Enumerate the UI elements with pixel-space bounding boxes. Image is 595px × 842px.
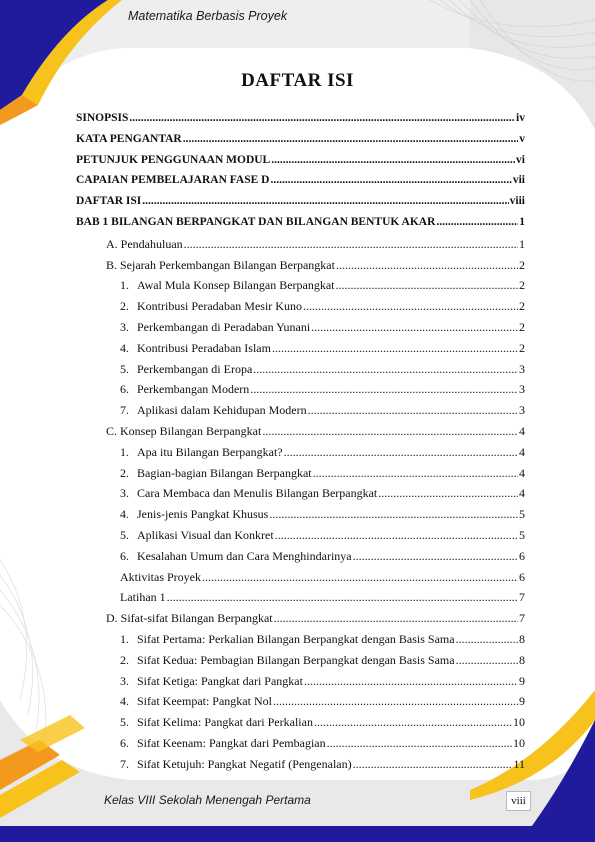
toc-entry-number: 2.: [120, 299, 129, 314]
toc-entry[interactable]: [76, 195, 525, 211]
toc-entry-label: Cara Membaca dan Menulis Bilangan Berpangkat: [137, 486, 378, 501]
toc-entry-page: 3: [519, 403, 525, 418]
toc-entry-label: B. Sejarah Perkembangan Bilangan Berpangkat: [106, 257, 335, 272]
toc-entry[interactable]: [120, 341, 525, 357]
toc-entry-number: 6.: [120, 736, 129, 750]
toc-entry[interactable]: [120, 590, 525, 606]
toc-entry-page: 8: [519, 652, 525, 667]
toc-entry-label: Sifat Kelima: Pangkat dari Perkalian: [137, 715, 313, 730]
toc-entry-label: Aplikasi dalam Kehidupan Modern: [137, 403, 307, 418]
toc-entry-label: Aktivitas Proyek: [120, 569, 201, 584]
toc-leader-dots: [262, 424, 518, 439]
toc-leader-dots: [202, 570, 518, 585]
toc-entry-label: Sifat Ketujuh: Pangkat Negatif (Pengenalan): [137, 756, 352, 771]
toc-entry-page: 5: [519, 528, 525, 542]
toc-entry-label: Kontribusi Peradaban Mesir Kuno: [137, 299, 302, 314]
toc-entry-number: 5.: [120, 528, 129, 542]
toc-entry-number: 4.: [120, 340, 129, 355]
toc-entry[interactable]: [120, 382, 525, 398]
toc-entry-page: iv: [516, 112, 525, 124]
toc-entry[interactable]: [120, 466, 525, 482]
toc-entry[interactable]: [106, 237, 525, 253]
toc-entry-number: 2.: [120, 652, 129, 667]
toc-entry[interactable]: [120, 694, 525, 710]
toc-entry-number: 2.: [120, 465, 129, 480]
toc-entry[interactable]: [120, 570, 525, 586]
toc-entry-label: CAPAIAN PEMBELAJARAN FASE D: [76, 174, 270, 187]
toc-entry-page: 6: [519, 548, 525, 563]
toc-entry-page: 10: [513, 736, 525, 750]
toc-entry-number: 5.: [120, 715, 129, 730]
toc-entry-page: 3: [519, 361, 525, 376]
toc-entry[interactable]: [120, 445, 525, 461]
toc-leader-dots: [436, 216, 518, 228]
toc-entry-label: Kesalahan Umum dan Cara Menghindarinya: [137, 548, 352, 563]
toc-entry-page: 6: [519, 569, 525, 584]
toc-leader-dots: [167, 590, 518, 605]
toc-entry-label: Perkembangan di Eropa: [137, 361, 253, 376]
toc-leader-dots: [271, 154, 515, 166]
toc-leader-dots: [456, 632, 518, 647]
toc-leader-dots: [304, 674, 518, 689]
toc-entry[interactable]: [120, 528, 525, 544]
toc-entry-number: 6.: [120, 548, 129, 563]
toc-entry[interactable]: [76, 133, 525, 149]
toc-entry-page: 2: [519, 257, 525, 272]
toc-entry-label: Kontribusi Peradaban Islam: [137, 340, 271, 355]
toc-entry-number: 3.: [120, 320, 129, 334]
toc-entry-page: v: [519, 132, 525, 145]
toc-leader-dots: [275, 528, 518, 543]
toc-entry[interactable]: [120, 507, 525, 523]
toc-entry[interactable]: [120, 632, 525, 648]
toc-entry-page: 2: [519, 278, 525, 293]
toc-entry-number: 6.: [120, 382, 129, 397]
toc-entry-label: KATA PENGANTAR: [76, 132, 182, 145]
toc-leader-dots: [253, 362, 518, 377]
toc-leader-dots: [303, 299, 518, 314]
toc-leader-dots: [336, 278, 518, 293]
toc-entry[interactable]: [120, 486, 525, 502]
toc-entry-page: 2: [519, 340, 525, 355]
toc-leader-dots: [313, 466, 518, 481]
toc-entry-page: 7: [519, 611, 525, 626]
toc-entry[interactable]: [120, 320, 525, 336]
toc-leader-dots: [311, 320, 518, 335]
toc-entry-page: 5: [519, 507, 525, 522]
toc-entry-label: Perkembangan di Peradaban Yunani: [137, 320, 311, 334]
toc-entry-page: vi: [516, 153, 525, 166]
toc-entry-label: Bagian-bagian Bilangan Berpangkat: [137, 465, 312, 480]
toc-entry-number: 3.: [120, 486, 129, 501]
toc-entry-number: 3.: [120, 673, 129, 688]
toc-entry-page: 4: [519, 424, 525, 438]
page-title: DAFTAR ISI: [241, 70, 354, 91]
toc-leader-dots: [142, 195, 508, 207]
toc-entry-number: 1.: [120, 632, 129, 646]
toc-entry-label: Perkembangan Modern: [137, 382, 250, 397]
toc-entry[interactable]: [120, 278, 525, 294]
toc-entry-label: Sifat Keenam: Pangkat dari Pembagian: [137, 736, 326, 750]
toc-entry-label: Sifat Pertama: Perkalian Bilangan Berpangkat dengan Basis Sama: [137, 632, 455, 646]
toc-entry-page: 9: [519, 673, 525, 688]
page-number: viii: [506, 791, 531, 811]
toc-entry[interactable]: [120, 674, 525, 690]
toc-entry-label: Aplikasi Visual dan Konkret: [137, 528, 274, 542]
toc-entry-page: 1: [519, 216, 525, 228]
toc-leader-dots: [273, 694, 518, 709]
toc-leader-dots: [129, 112, 515, 124]
toc-entry[interactable]: [120, 299, 525, 315]
toc-entry[interactable]: [120, 403, 525, 419]
toc-leader-dots: [270, 174, 511, 186]
toc-leader-dots: [327, 736, 512, 751]
toc-entry-number: 7.: [120, 756, 129, 771]
footer-text: Kelas VIII Sekolah Menengah Pertama: [104, 793, 311, 807]
toc-entry-label: Apa itu Bilangan Berpangkat?: [137, 444, 283, 459]
toc-entry-label: Sifat Kedua: Pembagian Bilangan Berpangkat dengan Basis Sama: [137, 652, 455, 667]
toc-entry[interactable]: [76, 112, 525, 128]
toc-entry[interactable]: [106, 258, 525, 274]
toc-entry[interactable]: [120, 715, 525, 731]
toc-leader-dots: [456, 653, 518, 668]
toc-leader-dots: [284, 445, 518, 460]
toc-entry-label: Jenis-jenis Pangkat Khusus: [137, 507, 269, 522]
toc-entry[interactable]: [120, 736, 525, 752]
toc-entry-page: 2: [519, 299, 525, 314]
header-title: Matematika Berbasis Proyek: [128, 9, 288, 23]
toc-entry[interactable]: [76, 216, 525, 232]
toc-leader-dots: [184, 237, 518, 252]
toc-entry[interactable]: [120, 362, 525, 378]
toc-entry-label: A. Pendahuluan: [106, 236, 183, 251]
toc-entry-page: 4: [519, 444, 525, 459]
toc-leader-dots: [269, 507, 518, 522]
toc-entry[interactable]: [106, 424, 525, 440]
toc-leader-dots: [353, 757, 513, 772]
toc-entry-number: 1.: [120, 444, 129, 459]
toc-entry-page: 7: [519, 590, 525, 605]
toc-entry-number: 4.: [120, 507, 129, 522]
toc-entry-label: PETUNJUK PENGGUNAAN MODUL: [76, 153, 271, 166]
toc-leader-dots: [272, 341, 518, 356]
toc-leader-dots: [183, 133, 519, 145]
toc-entry-page: 4: [519, 465, 525, 480]
toc-leader-dots: [353, 549, 518, 564]
toc-entry-number: 5.: [120, 361, 129, 376]
toc-leader-dots: [250, 382, 518, 397]
toc-entry-page: 2: [519, 320, 525, 334]
toc-entry[interactable]: [120, 757, 525, 773]
toc-leader-dots: [308, 403, 518, 418]
toc-entry-page: 4: [519, 486, 525, 501]
toc-entry[interactable]: [120, 549, 525, 565]
toc-entry-page: 9: [519, 694, 525, 709]
toc-leader-dots: [378, 486, 518, 501]
toc-entry-page: 10: [513, 715, 525, 730]
toc-entry-label: Latihan 1: [120, 590, 166, 605]
toc-entry-label: Sifat Keempat: Pangkat Nol: [137, 694, 272, 709]
toc-entry-label: DAFTAR ISI: [76, 195, 142, 208]
toc-entry-number: 4.: [120, 694, 129, 709]
toc-entry[interactable]: [76, 154, 525, 170]
toc-leader-dots: [314, 715, 512, 730]
toc-entry-number: 7.: [120, 403, 129, 418]
toc-entry[interactable]: [120, 653, 525, 669]
toc-entry[interactable]: [76, 174, 525, 190]
toc-entry-page: vii: [512, 174, 525, 187]
toc-entry-label: Sifat Ketiga: Pangkat dari Pangkat: [137, 673, 303, 688]
toc-entry[interactable]: [106, 611, 525, 627]
toc-leader-dots: [274, 611, 518, 626]
toc-entry-label: D. Sifat-sifat Bilangan Berpangkat: [106, 611, 273, 626]
toc-entry-label: SINOPSIS: [76, 112, 129, 124]
toc-entry-page: viii: [509, 195, 525, 208]
toc-entry-number: 1.: [120, 278, 129, 293]
toc-entry-label: BAB 1 BILANGAN BERPANGKAT DAN BILANGAN BENTUK AKAR: [76, 216, 436, 228]
toc-entry-label: C. Konsep Bilangan Berpangkat: [106, 424, 262, 438]
toc-entry-page: 8: [519, 632, 525, 646]
toc-entry-label: Awal Mula Konsep Bilangan Berpangkat: [137, 278, 335, 293]
toc-leader-dots: [336, 258, 518, 273]
toc-entry-page: 1: [519, 236, 525, 251]
toc-entry-page: 11: [513, 756, 525, 771]
toc-entry-page: 3: [519, 382, 525, 397]
